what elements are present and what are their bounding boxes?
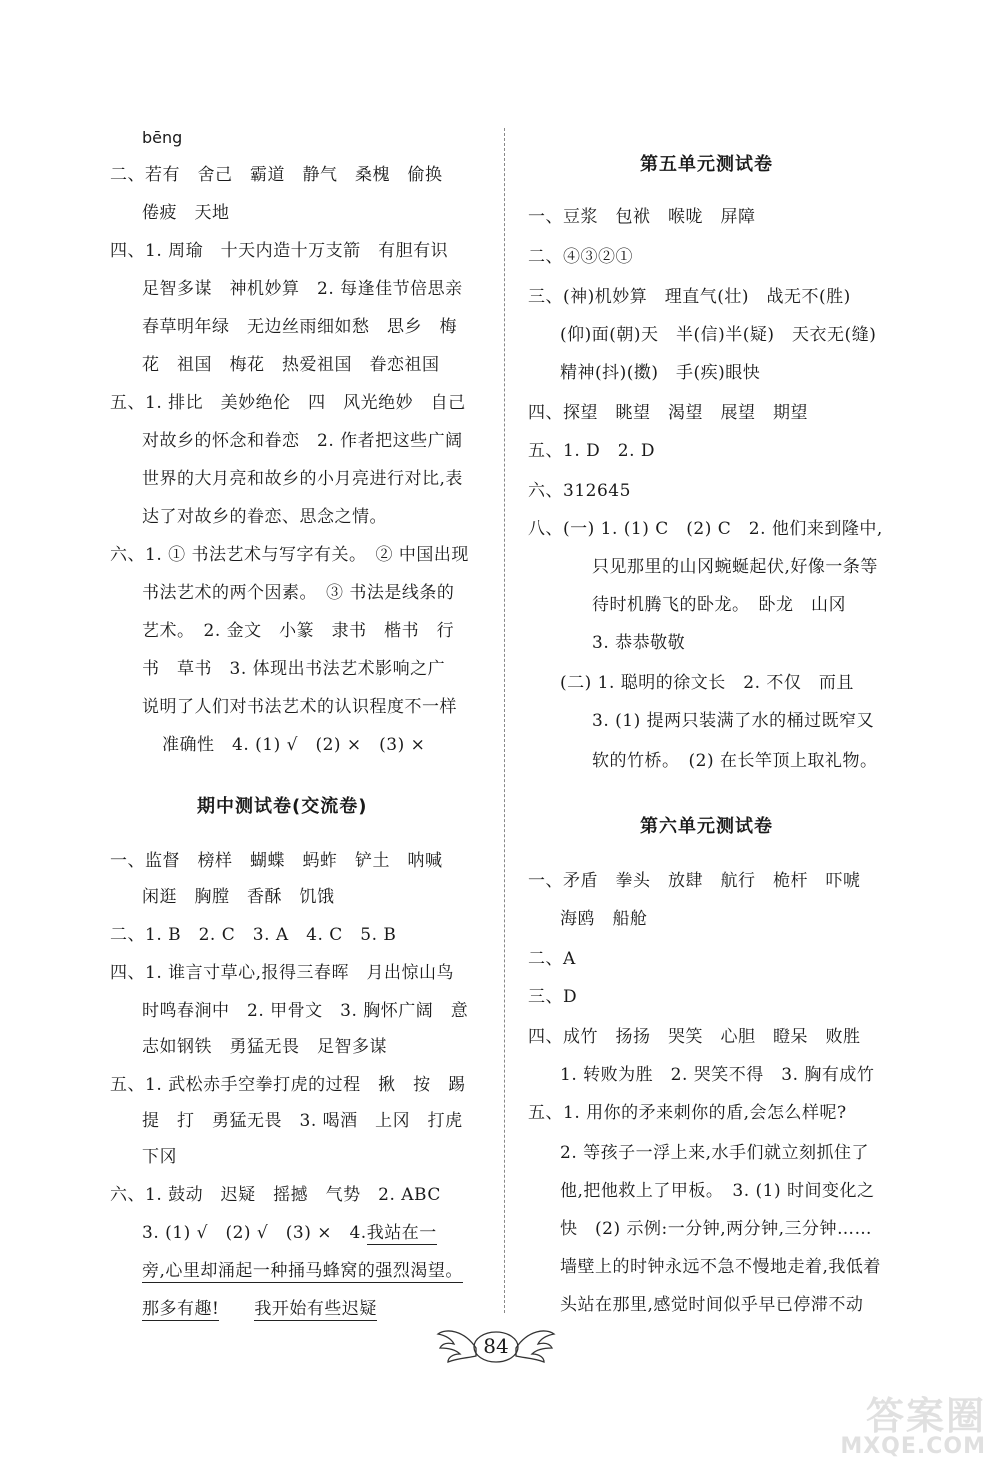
answer-line: 软的竹桥。 (2) 在长竿顶上取礼物。	[592, 751, 878, 771]
watermark-logo	[790, 1385, 990, 1459]
answer-line: 足智多谋 神机妙算 2. 每逢佳节倍思亲	[142, 279, 463, 299]
answer-line: 一、豆浆 包袱 喉咙 屏障	[528, 207, 756, 227]
answer-line: 下冈	[142, 1147, 177, 1167]
answer-line: 六、1. 鼓动 迟疑 摇撼 气势 2. ABC	[110, 1185, 441, 1205]
answer-line: 八、(一) 1. (1) C (2) C 2. 他们来到隆中,	[528, 519, 883, 539]
answer-line: 二、A	[528, 949, 576, 969]
page-number: 84	[483, 1334, 509, 1358]
answer-line: (二) 1. 聪明的徐文长 2. 不仅 而且	[560, 673, 854, 693]
answer-line: 花 祖国 梅花 热爱祖国 眷恋祖国	[142, 355, 440, 375]
answer-line: 六、312645	[528, 481, 631, 501]
answer-line: 准确性 4. (1) √ (2) × (3) ×	[162, 735, 426, 755]
answer-line: 二、④③②①	[528, 247, 633, 267]
answer-line: 六、1. ① 书法艺术与写字有关。 ② 中国出现	[110, 545, 469, 565]
answer-line: 三、(神)机妙算 理直气(壮) 战无不(胜)	[528, 287, 851, 307]
answer-line: 一、监督 榜样 蝴蝶 蚂蚱 铲土 呐喊	[110, 851, 443, 871]
answer-line	[142, 1222, 437, 1244]
answer-line: 闲逛 胸膛 香酥 饥饿	[142, 887, 335, 907]
answer-line: 1. 转败为胜 2. 哭笑不得 3. 胸有成竹	[560, 1065, 875, 1085]
answer-line: 对故乡的怀念和眷恋 2. 作者把这些广阔	[142, 431, 463, 451]
underlined-answer: 我开始有些迟疑	[254, 1299, 377, 1319]
answer-line: 春草明年绿 无边丝雨细如愁 思乡 梅	[142, 317, 457, 337]
underlined-answer: 旁,心里却涌起一种捅马蜂窝的强烈渴望。	[142, 1261, 463, 1281]
answer-line: 时鸣春涧中 2. 甲骨文 3. 胸怀广阔 意	[142, 1001, 469, 1021]
answer-line: 说明了人们对书法艺术的认识程度不一样	[142, 697, 457, 717]
watermark-text: 答案圈	[865, 1394, 986, 1438]
answer-line: 他,把他救上了甲板。 3. (1) 时间变化之	[560, 1181, 875, 1201]
answer-text: 3. (1) √ (2) √ (3) × 4.	[142, 1223, 367, 1243]
answer-line: 提 打 勇猛无畏 3. 喝酒 上冈 打虎	[142, 1111, 463, 1131]
answer-line: 艺术。 2. 金文 小篆 隶书 楷书 行	[142, 621, 455, 641]
answer-line: 书 草书 3. 体现出书法艺术影响之广	[142, 659, 446, 679]
answer-line: 五、1. 用你的矛来刺你的盾,会怎么样呢?	[528, 1103, 847, 1123]
answer-line: 五、1. 排比 美妙绝伦 四 风光绝妙 自己	[110, 393, 466, 413]
answer-line: 倦疲 天地	[142, 203, 230, 223]
page-number-badge	[436, 1320, 556, 1370]
answer-line: 快 (2) 示例:一分钟,两分钟,三分钟……	[560, 1219, 873, 1239]
answer-line: 五、1. D 2. D	[528, 441, 656, 461]
answer-line: 精神(抖)(擞) 手(疾)眼快	[560, 363, 761, 383]
pinyin-annotation: bēng	[142, 128, 183, 147]
answer-line: 书法艺术的两个因素。 ③ 书法是线条的	[142, 583, 455, 603]
answer-line: 二、若有 舍己 霸道 静气 桑槐 偷换	[110, 165, 443, 185]
answer-line	[142, 1298, 377, 1320]
answer-line: 墙壁上的时钟永远不急不慢地走着,我低着	[560, 1257, 881, 1277]
section-title-unit5: 第五单元测试卷	[640, 154, 773, 175]
answer-line: 3. 恭恭敬敬	[592, 633, 686, 653]
answer-line	[142, 1260, 463, 1282]
underlined-answer: 那多有趣!	[142, 1299, 220, 1319]
answer-line: 世界的大月亮和故乡的小月亮进行对比,表	[142, 469, 463, 489]
answer-line: 四、探望 眺望 渴望 展望 期望	[528, 403, 808, 423]
answer-line: 四、1. 周瑜 十天内造十万支箭 有胆有识	[110, 241, 449, 261]
answer-line: (仰)面(朝)天 半(信)半(疑) 天衣无(缝)	[560, 325, 877, 345]
answer-line: 一、矛盾 拳头 放肆 航行 桅杆 吓唬	[528, 871, 861, 891]
answer-line: 海鸥 船舱	[560, 909, 648, 929]
answer-line: 三、D	[528, 987, 578, 1007]
answer-line: 二、1. B 2. C 3. A 4. C 5. B	[110, 925, 397, 945]
answer-line: 达了对故乡的眷恋、思念之情。	[142, 507, 387, 527]
answer-line: 四、1. 谁言寸草心,报得三春晖 月出惊山鸟	[110, 963, 455, 983]
answer-line: 待时机腾飞的卧龙。 卧龙 山冈	[592, 595, 846, 615]
answer-line: 志如钢铁 勇猛无畏 足智多谋	[142, 1037, 387, 1057]
answer-line: 四、成竹 扬扬 哭笑 心胆 瞪呆 败胜	[528, 1027, 861, 1047]
section-title-unit6: 第六单元测试卷	[640, 816, 773, 837]
underlined-answer: 我站在一	[366, 1223, 437, 1243]
answer-line: 3. (1) 提两只装满了水的桶过既窄又	[592, 711, 875, 731]
watermark-url: MXQE.COM	[840, 1434, 986, 1459]
answer-line: 头站在那里,感觉时间似乎早已停滞不动	[560, 1295, 864, 1315]
section-title-midterm: 期中测试卷(交流卷)	[197, 796, 368, 817]
column-divider	[504, 128, 505, 1313]
answer-line: 只见那里的山冈蜿蜒起伏,好像一条等	[592, 557, 878, 577]
answer-line: 五、1. 武松赤手空拳打虎的过程 揪 按 踢	[110, 1075, 466, 1095]
answer-line: 2. 等孩子一浮上来,水手们就立刻抓住了	[560, 1143, 870, 1163]
